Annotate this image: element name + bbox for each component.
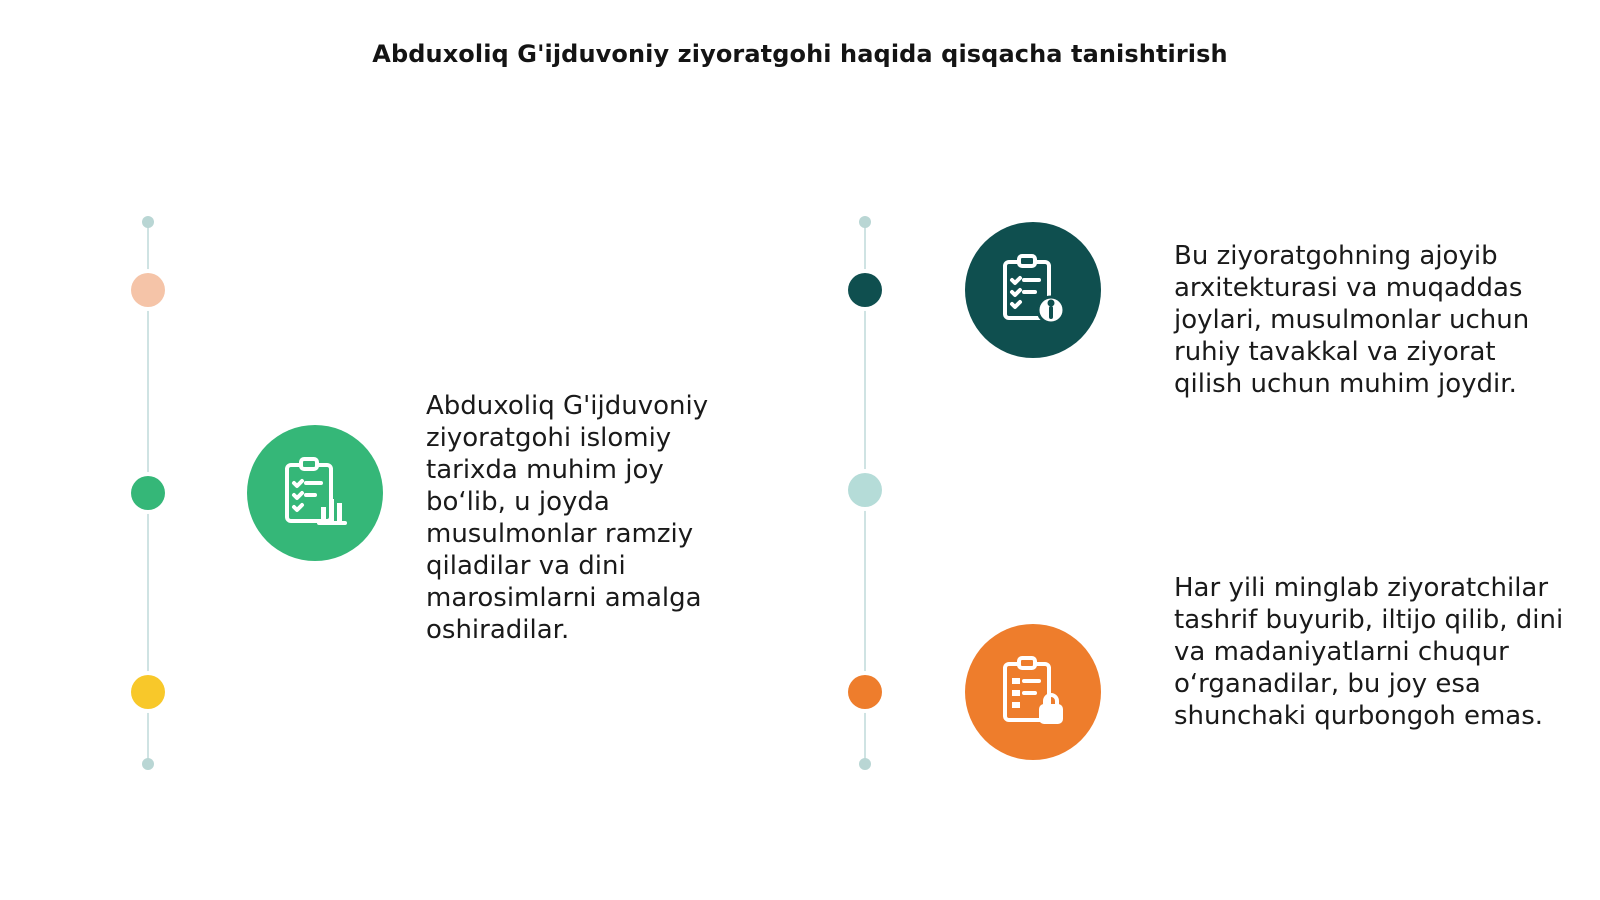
clipboard-lock-icon: [993, 652, 1073, 732]
page-title: Abduxoliq G'ijduvoniy ziyoratgohi haqida qisqacha tanishtirish: [372, 40, 1228, 68]
left-timeline-yellow-dot: [131, 675, 165, 709]
left-timeline-peach-dot: [131, 273, 165, 307]
clipboard-chart-icon: [275, 453, 355, 533]
clipboard-info-icon: [993, 250, 1073, 330]
item-1-description: Abduxoliq G'ijduvoniy ziyoratgohi islomiy tarixda muhim joy bo‘lib, u joyda musulmonlar ramziy qiladilar va dini marosimlarni amalga oshiradilar.: [426, 391, 709, 645]
item-2-icon-circle: [965, 222, 1101, 358]
right-timeline-teal-dot: [848, 273, 882, 307]
right-timeline-start-dot: [859, 216, 871, 228]
right-timeline-end-dot: [859, 758, 871, 770]
left-timeline-start-dot: [142, 216, 154, 228]
item-2-description: Bu ziyoratgohning ajoyib arxitekturasi va muqaddas joylari, musulmonlar uchun ruhiy tavakkal va ziyorat qilish uchun muhim joydir.: [1174, 241, 1530, 399]
item-3-icon-circle: [965, 624, 1101, 760]
item-3-description: Har yili minglab ziyoratchilar tashrif buyurib, iltijo qilib, dini va madaniyatlarni chuqur o‘rganadilar, bu joy esa shunchaki qurbongoh emas.: [1174, 573, 1564, 731]
item-1-icon-circle: [247, 425, 383, 561]
right-timeline-orange-dot: [848, 675, 882, 709]
left-timeline-end-dot: [142, 758, 154, 770]
left-timeline-green-dot: [131, 476, 165, 510]
right-timeline-light-teal-dot: [848, 473, 882, 507]
